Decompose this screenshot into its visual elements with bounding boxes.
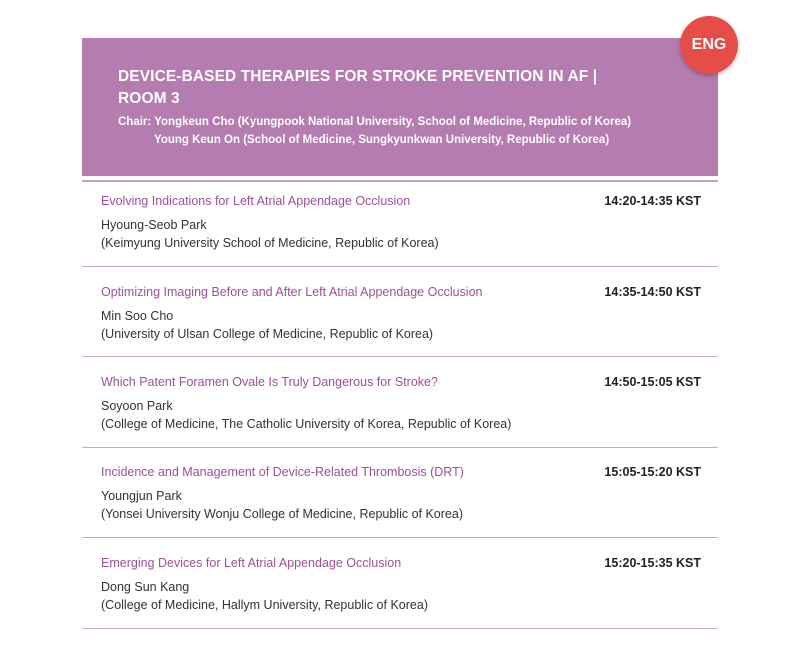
chair-info: [118, 113, 718, 149]
session-item: [101, 375, 701, 445]
session-header: [82, 38, 718, 176]
speaker-affiliation: (College of Medicine, Hallym University, Republic of Korea): [101, 598, 428, 612]
talk-title: Optimizing Imaging Before and After Left Atrial Appendage Occlusion: [101, 285, 483, 299]
session-title: DEVICE-BASED THERAPIES FOR STROKE PREVENTION IN AF | ROOM 3: [118, 68, 598, 107]
talk-time: 15:05-15:20 KST: [604, 465, 701, 479]
speaker-affiliation: (University of Ulsan College of Medicine, Republic of Korea): [101, 327, 434, 341]
divider: [82, 447, 718, 448]
speaker-name: Soyoon Park: [101, 399, 173, 413]
talk-time: 14:20-14:35 KST: [604, 194, 701, 208]
talk-title: Incidence and Management of Device-Related Thrombosis (DRT): [101, 465, 464, 479]
talk-time: 14:50-15:05 KST: [604, 375, 701, 389]
session-item: [101, 465, 701, 535]
session-item: [101, 285, 701, 355]
speaker-affiliation: (Yonsei University Wonju College of Medicine, Republic of Korea): [101, 507, 463, 521]
talk-time: 14:35-14:50 KST: [604, 285, 701, 299]
chair-line-2: Young Keun On (School of Medicine, Sungkyunkwan University, Republic of Korea): [154, 134, 610, 146]
divider: [82, 537, 718, 538]
speaker-name: Dong Sun Kang: [101, 580, 190, 594]
speaker-affiliation: (College of Medicine, The Catholic University of Korea, Republic of Korea): [101, 417, 512, 431]
divider: [82, 628, 718, 629]
speaker-name: Youngjun Park: [101, 489, 182, 503]
session-item: [101, 556, 701, 626]
speaker-name: Min Soo Cho: [101, 309, 174, 323]
talk-title: Evolving Indications for Left Atrial Appendage Occlusion: [101, 194, 411, 208]
session-item: [101, 194, 701, 264]
divider: [82, 180, 718, 182]
speaker-name: Hyoung-Seob Park: [101, 218, 207, 232]
talk-title: Emerging Devices for Left Atrial Appendage Occlusion: [101, 556, 402, 570]
divider: [82, 266, 718, 267]
talk-time: 15:20-15:35 KST: [604, 556, 701, 570]
language-badge: ENG: [680, 16, 738, 74]
speaker-affiliation: (Keimyung University School of Medicine, Republic of Korea): [101, 236, 439, 250]
chair-line-1: Chair: Yongkeun Cho (Kyungpook National University, School of Medicine, Republic of Korea): [118, 116, 632, 128]
talk-title: Which Patent Foramen Ovale Is Truly Dangerous for Stroke?: [101, 375, 438, 389]
divider: [82, 356, 718, 357]
